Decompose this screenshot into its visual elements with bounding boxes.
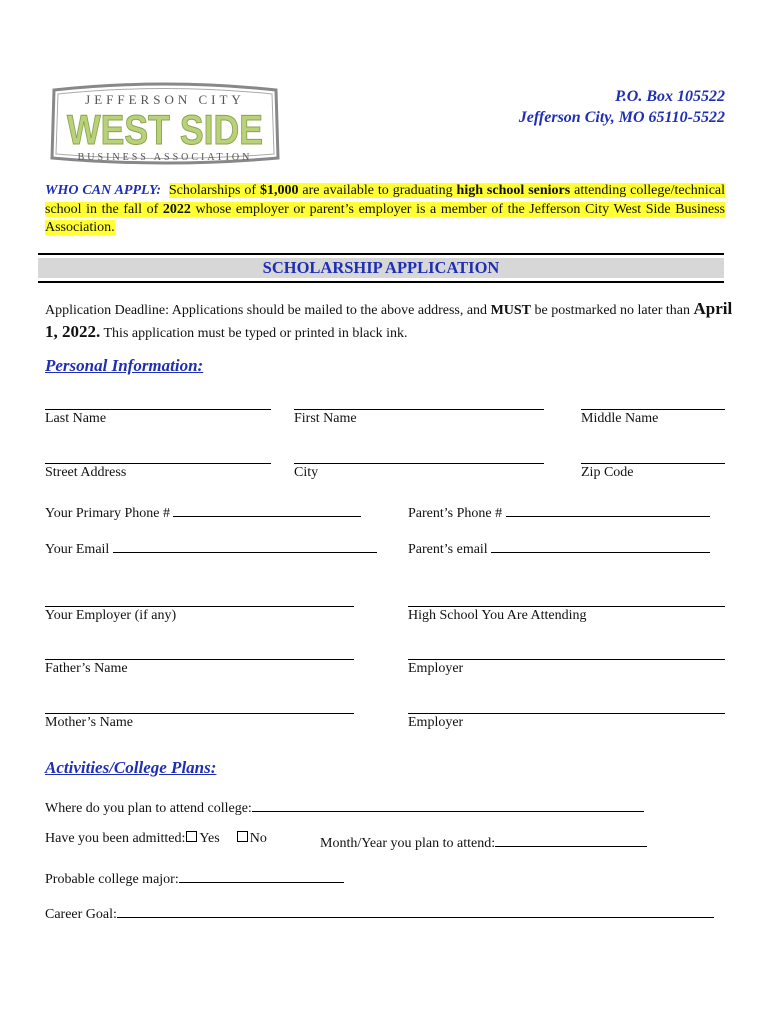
address-line-1: P.O. Box 105522: [615, 88, 725, 105]
email-field[interactable]: [113, 537, 377, 553]
primary-phone-row: [45, 501, 361, 522]
father-employer-label: Employer: [408, 661, 464, 676]
father-name-field[interactable]: [45, 659, 354, 660]
month-year-row: [320, 831, 647, 852]
month-year-label: Month/Year you plan to attend:: [320, 836, 496, 851]
father-name-label: Father’s Name: [45, 661, 128, 676]
email-label: Your Email: [45, 542, 110, 557]
zip-code-field[interactable]: [581, 463, 725, 464]
city-field[interactable]: [294, 463, 544, 464]
activities-heading: Activities/College Plans:: [45, 758, 217, 777]
major-row: [45, 867, 344, 888]
last-name-field[interactable]: [45, 409, 271, 410]
father-employer-field[interactable]: [408, 659, 725, 660]
who-text-3: attending college/technical school in the fall of: [45, 183, 726, 217]
middle-name-label: Middle Name: [581, 411, 659, 426]
who-text-4: whose employer or parent’s employer is a member of the Jefferson City West Side Business Association.: [45, 201, 725, 235]
employer-field[interactable]: [45, 606, 354, 607]
college-row: [45, 796, 644, 817]
deadline-text-1: Application Deadline: Applications should be mailed to the above address, and: [45, 303, 491, 318]
deadline-date: April 1, 2022.: [45, 299, 733, 341]
parent-phone-label: Parent’s Phone #: [408, 506, 503, 521]
yes-checkbox[interactable]: [186, 831, 197, 842]
scholarship-amount: $1,000: [259, 183, 299, 198]
zip-code-label: Zip Code: [581, 465, 634, 480]
who-label: WHO CAN APPLY:: [45, 183, 161, 198]
admitted-row: [45, 831, 267, 847]
no-checkbox[interactable]: [237, 831, 248, 842]
email-row: [45, 537, 377, 558]
who-text-2: are available to graduating: [298, 183, 457, 198]
logo-top-text: Jefferson City: [85, 92, 245, 107]
parent-email-label: Parent’s email: [408, 542, 488, 557]
association-logo: [46, 80, 284, 166]
logo-bottom-text: Business Association: [77, 152, 253, 163]
first-name-label: First Name: [294, 411, 357, 426]
primary-phone-label: Your Primary Phone #: [45, 506, 170, 521]
parent-email-row: [408, 537, 710, 558]
employer-label: Your Employer (if any): [45, 608, 177, 623]
who-text-1: Scholarships of: [168, 183, 260, 198]
month-year-field[interactable]: [495, 831, 647, 847]
last-name-label: Last Name: [45, 411, 107, 426]
mother-employer-label: Employer: [408, 715, 464, 730]
parent-email-field[interactable]: [491, 537, 710, 553]
college-field[interactable]: [252, 796, 644, 812]
major-label: Probable college major:: [45, 872, 179, 887]
first-name-field[interactable]: [294, 409, 544, 410]
eligible-group: high school seniors: [456, 183, 571, 198]
deadline-text-3: This application must be typed or printed in black ink.: [100, 326, 408, 341]
must-emphasis: MUST: [490, 303, 532, 318]
street-address-label: Street Address: [45, 465, 127, 480]
who-can-apply: [45, 182, 725, 238]
parent-phone-row: [408, 501, 710, 522]
mother-name-label: Mother’s Name: [45, 715, 133, 730]
page-title: SCHOLARSHIP APPLICATION: [38, 258, 724, 278]
street-address-field[interactable]: [45, 463, 271, 464]
yes-label: Yes: [199, 831, 220, 846]
deadline-text-2: be postmarked no later than: [531, 303, 694, 318]
city-label: City: [294, 465, 319, 480]
admitted-label: Have you been admitted:: [45, 831, 186, 846]
logo-main-text: WEST SIDE: [67, 106, 263, 153]
parent-phone-field[interactable]: [506, 501, 710, 517]
deadline-text: [45, 298, 735, 344]
mother-employer-field[interactable]: [408, 713, 725, 714]
address-line-2: Jefferson City, MO 65110-5522: [518, 109, 725, 126]
middle-name-field[interactable]: [581, 409, 725, 410]
title-band: [38, 253, 724, 283]
personal-info-heading: Personal Information:: [45, 356, 204, 375]
high-school-label: High School You Are Attending: [408, 608, 587, 623]
major-field[interactable]: [179, 867, 344, 883]
career-label: Career Goal:: [45, 907, 117, 922]
eligible-year: 2022: [162, 201, 191, 217]
career-row: [45, 902, 714, 923]
career-field[interactable]: [117, 902, 714, 918]
high-school-field[interactable]: [408, 606, 725, 607]
no-label: No: [249, 831, 267, 846]
primary-phone-field[interactable]: [173, 501, 361, 517]
college-label: Where do you plan to attend college:: [45, 801, 252, 816]
mother-name-field[interactable]: [45, 713, 354, 714]
